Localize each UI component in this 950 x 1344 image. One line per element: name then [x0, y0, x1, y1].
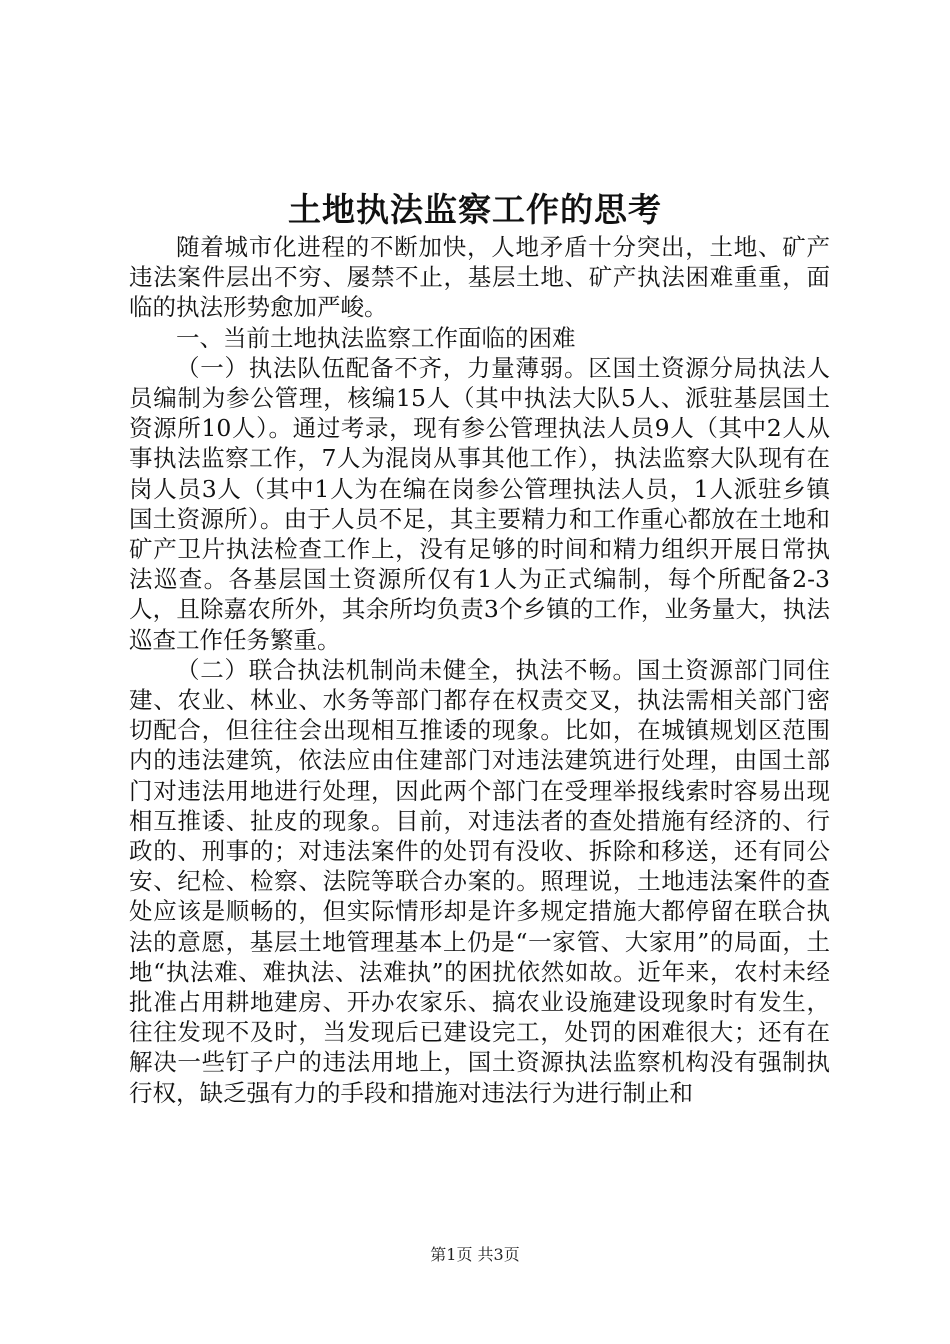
- page-number-footer: 第1页 共3页: [430, 1245, 520, 1264]
- intro-paragraph: 随着城市化进程的不断加快，人地矛盾十分突出，土地、矿产违法案件层出不穷、屡禁不止，基层土地、矿产执法困难重重，面临的执法形势愈加严峻。: [129, 233, 830, 322]
- document-title: 土地执法监察工作的思考: [288, 190, 662, 229]
- section-heading: 一、当前土地执法监察工作面临的困难: [176, 323, 576, 352]
- subsection-two-paragraph: （二）联合执法机制尚未健全，执法不畅。国土资源部门同住建、农业、林业、水务等部门都存在权责交叉，执法需相关部门密切配合，但往往会出现相互推诿的现象。比如，在城镇规划区范围内的违法建筑，依法应由住建部门对违法建筑进行处理，由国土部门对违法用地进行处理，因此两个部门在受理举报线索时容易出现相互推诿、扯皮的现象。目前，对违法者的查处措施有经济的、行政的、刑事的；对违法案件的处罚有没收、拆除和移送，还有同公安、纪检、检察、法院等联合办案的。照理说，土地违法案件的查处应该是顺畅的，但实际情形却是许多规定措施大都停留在联合执法的意愿，基层土地管理基本上仍是“一家管、大家用”的局面，土地“执法难、难执法、法难执”的困扰依然如故。近年来，农村未经批准占用耕地建房、开办农家乐、搞农业设施建设现象时有发生，往往发现不及时，当发现后已建设完工，处罚的困难很大；还有在解决一些钉子户的违法用地上，国土资源执法监察机构没有强制执行权，缺乏强有力的手段和措施对违法行为进行制止和: [129, 655, 830, 1107]
- document-body: [129, 232, 830, 1108]
- subsection-one-paragraph: （一）执法队伍配备不齐，力量薄弱。区国土资源分局执法人员编制为参公管理，核编15人（其中执法大队5人、派驻基层国土资源所10人）。通过考录，现有参公管理执法人员9人（其中2人从事执法监察工作，7人为混岗从事其他工作），执法监察大队现有在岗人员3人（其中1人为在编在岗参公管理执法人员，1人派驻乡镇国土资源所）。由于人员不足，其主要精力和工作重心都放在土地和矿产卫片执法检查工作上，没有足够的时间和精力组织开展日常执法巡查。各基层国土资源所仅有1人为正式编制，每个所配备2-3人，且除嘉农所外，其余所均负责3个乡镇的工作，业务量大，执法巡查工作任务繁重。: [129, 353, 830, 654]
